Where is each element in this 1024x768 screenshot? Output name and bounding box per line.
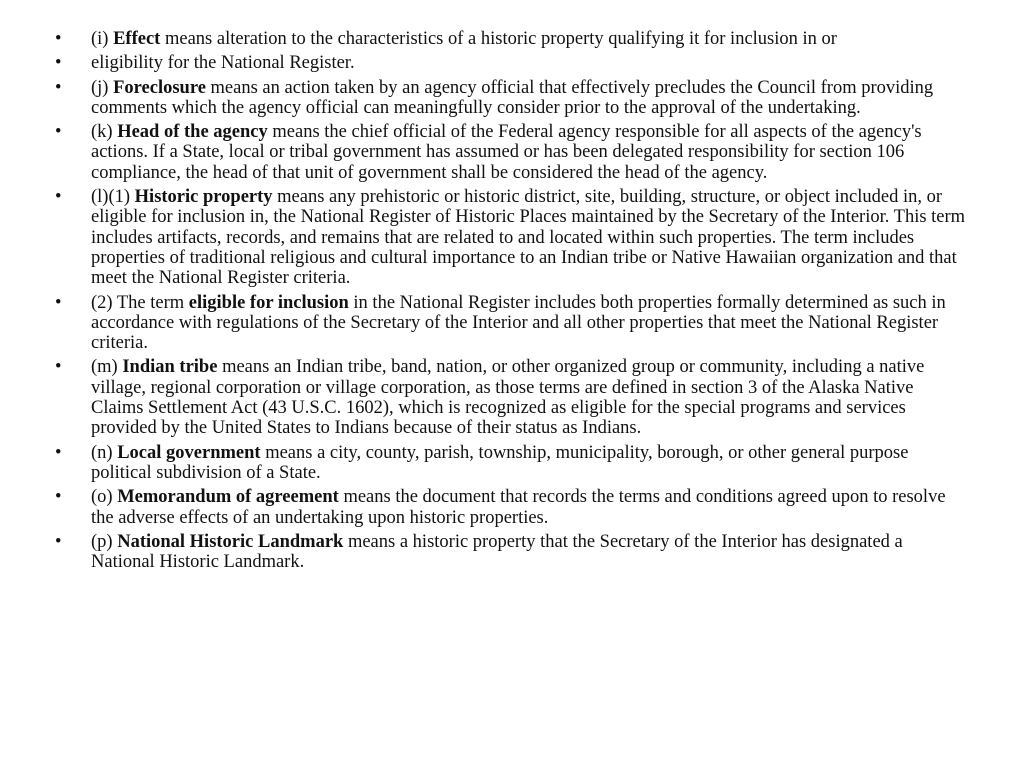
- item-prefix: (2) The term: [91, 292, 189, 313]
- definition-item-effect-continued: [55, 53, 970, 73]
- defined-term: eligible for inclusion: [188, 292, 349, 313]
- bullet-icon: •: [55, 487, 62, 508]
- defined-term: National Historic Landmark: [117, 531, 344, 552]
- definition-item-head-of-agency: [55, 122, 970, 183]
- item-prefix: (k): [91, 122, 118, 143]
- definition-item-memorandum-of-agreement: [55, 487, 970, 528]
- defined-term: Head of the agency: [117, 122, 268, 143]
- defined-term: Foreclosure: [113, 77, 206, 98]
- bullet-icon: •: [55, 122, 62, 143]
- item-definition: means alteration to the characteristics of a historic property qualifying it for inclusion in or: [160, 29, 837, 49]
- definition-item-historic-property: [55, 187, 970, 288]
- bullet-icon: •: [55, 53, 62, 74]
- definition-item-national-historic-landmark: [55, 532, 970, 573]
- item-definition: means any prehistoric or historic district, site, building, structure, or object included in, or eligible for inclusion in, the National Register of Historic Places maintained by the Secretary of the Interior. This term includes artifacts, records, and remains that are related to and located within such properties. The term includes properties of traditional religious and cultural importance to an Indian tribe or Native Hawaiian organization and that meet the National Register criteria.: [91, 187, 966, 289]
- definition-item-effect: [55, 29, 970, 49]
- item-definition: eligibility for the National Register.: [91, 53, 355, 74]
- item-prefix: (n): [91, 442, 118, 463]
- definition-item-indian-tribe: [55, 357, 970, 438]
- item-prefix: (j): [91, 77, 114, 98]
- bullet-icon: •: [55, 29, 62, 49]
- definition-item-local-government: [55, 443, 970, 484]
- bullet-icon: •: [55, 531, 62, 552]
- defined-term: Memorandum of agreement: [117, 487, 339, 508]
- item-definition: means a city, county, parish, township, municipality, borough, or other general purpose political subdivision of a State.: [91, 442, 909, 483]
- definition-list: [55, 29, 970, 572]
- bullet-icon: •: [55, 77, 62, 98]
- item-prefix: (m): [91, 357, 123, 378]
- item-definition: means the document that records the terms and conditions agreed upon to resolve the adverse effects of an undertaking upon historic properties.: [91, 487, 946, 528]
- slide-content: [55, 29, 970, 576]
- item-prefix: (p): [91, 531, 118, 552]
- defined-term: Local government: [117, 442, 261, 463]
- defined-term: Effect: [113, 29, 161, 49]
- bullet-icon: •: [55, 357, 62, 378]
- defined-term: Historic property: [134, 187, 273, 208]
- bullet-icon: •: [55, 442, 62, 463]
- item-definition: in the National Register includes both properties formally determined as such in accordance with regulations of the Secretary of the Interior and all other properties that meet the National Register criteria.: [91, 292, 946, 354]
- definition-item-eligible-for-inclusion: [55, 293, 970, 354]
- bullet-icon: •: [55, 292, 62, 313]
- item-prefix: (l)(1): [91, 187, 135, 208]
- item-definition: means a historic property that the Secretary of the Interior has designated a National Historic Landmark.: [91, 531, 903, 573]
- item-prefix: (o): [91, 487, 118, 508]
- item-prefix: (i): [91, 29, 114, 49]
- item-definition: means an action taken by an agency official that effectively precludes the Council from providing comments which the agency official can meaningfully consider prior to the approval of the undertaking.: [91, 77, 934, 118]
- item-definition: means an Indian tribe, band, nation, or other organized group or community, including a native village, regional corporation or village corporation, as those terms are defined in section 3 of the Alaska Native Claims Settlement Act (43 U.S.C. 1602), which is recognized as eligible for the special programs and services provided by the United States to Indians because of their status as Indians.: [91, 357, 925, 439]
- definition-item-foreclosure: [55, 78, 970, 119]
- item-definition: means the chief official of the Federal agency responsible for all aspects of the agency's actions. If a State, local or tribal government has assumed or has been delegated responsibility for section 106 compliance, the head of that unit of government shall be considered the head of the agency.: [91, 122, 922, 183]
- bullet-icon: •: [55, 187, 62, 208]
- defined-term: Indian tribe: [122, 357, 218, 378]
